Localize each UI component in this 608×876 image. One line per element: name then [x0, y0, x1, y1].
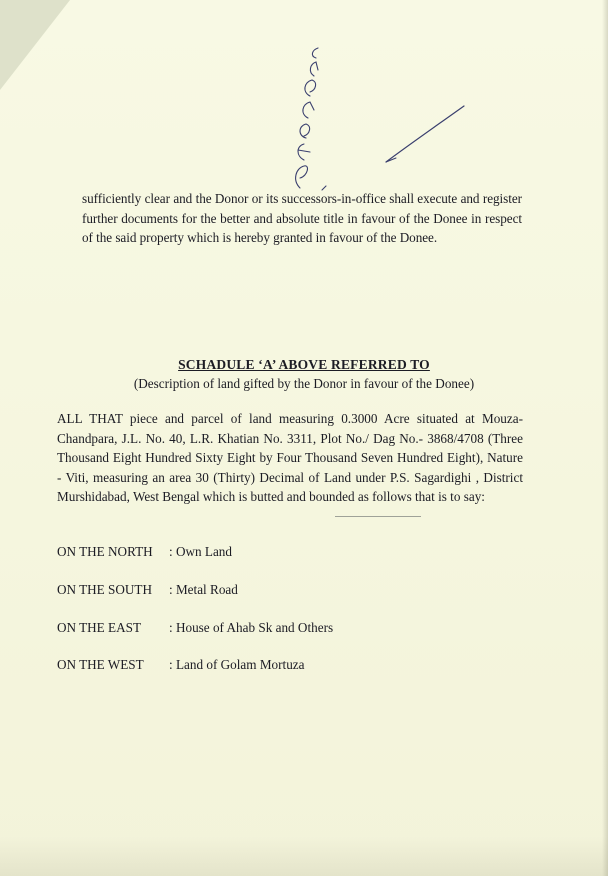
boundary-direction: ON THE SOUTH: [57, 582, 152, 597]
land-description: ALL THAT piece and parcel of land measuring 0.3000 Acre situated at Mouza-Chandpara, J.L. No. 40, L.R. Khatian No. 3311, Plot No./ Dag No.- 3868/4708 (Three Thousand Eight Hundred Sixty Eight by Four Thousand Seven Hundred Eight), Nature - Viti, measuring an area 30 (Thirty) Decimal of Land under P.S. Sagardighi , District Murshidabad, West Bengal which is butted and bounded as follows that is to say:: [57, 411, 523, 505]
boundary-row-north: [57, 544, 232, 560]
boundary-direction: ON THE WEST: [57, 657, 144, 672]
page-edge-shadow: [602, 0, 608, 876]
schedule-subheading: (Description of land gifted by the Donor in favour of the Donee): [133, 376, 475, 391]
boundary-description: : Metal Road: [169, 582, 238, 597]
boundary-row-east: [57, 620, 333, 636]
boundary-row-west: [57, 657, 305, 673]
boundary-direction: ON THE NORTH: [57, 544, 153, 559]
boundary-row-south: [57, 582, 238, 598]
boundary-direction: ON THE EAST: [57, 620, 142, 635]
continuation-paragraph: sufficiently clear and the Donor or its successors-in-office shall execute and register further documents for the better and absolute title in favour of the Donee in respect of the said property which is hereby granted in favour of the Donee.: [82, 191, 522, 245]
boundary-description: : House of Ahab Sk and Others: [169, 620, 334, 635]
page-corner-fold: [0, 0, 70, 90]
schedule-heading: SCHADULE ‘A’ ABOVE REFERRED TO: [178, 357, 430, 372]
pen-stroke-mark: [380, 100, 470, 170]
boundary-description: : Own Land: [169, 544, 232, 559]
boundary-description: : Land of Golam Mortuza: [169, 657, 305, 672]
underline-mark: [335, 516, 421, 517]
handwritten-signature: [270, 40, 350, 200]
page-bottom-shadow: [0, 836, 608, 876]
